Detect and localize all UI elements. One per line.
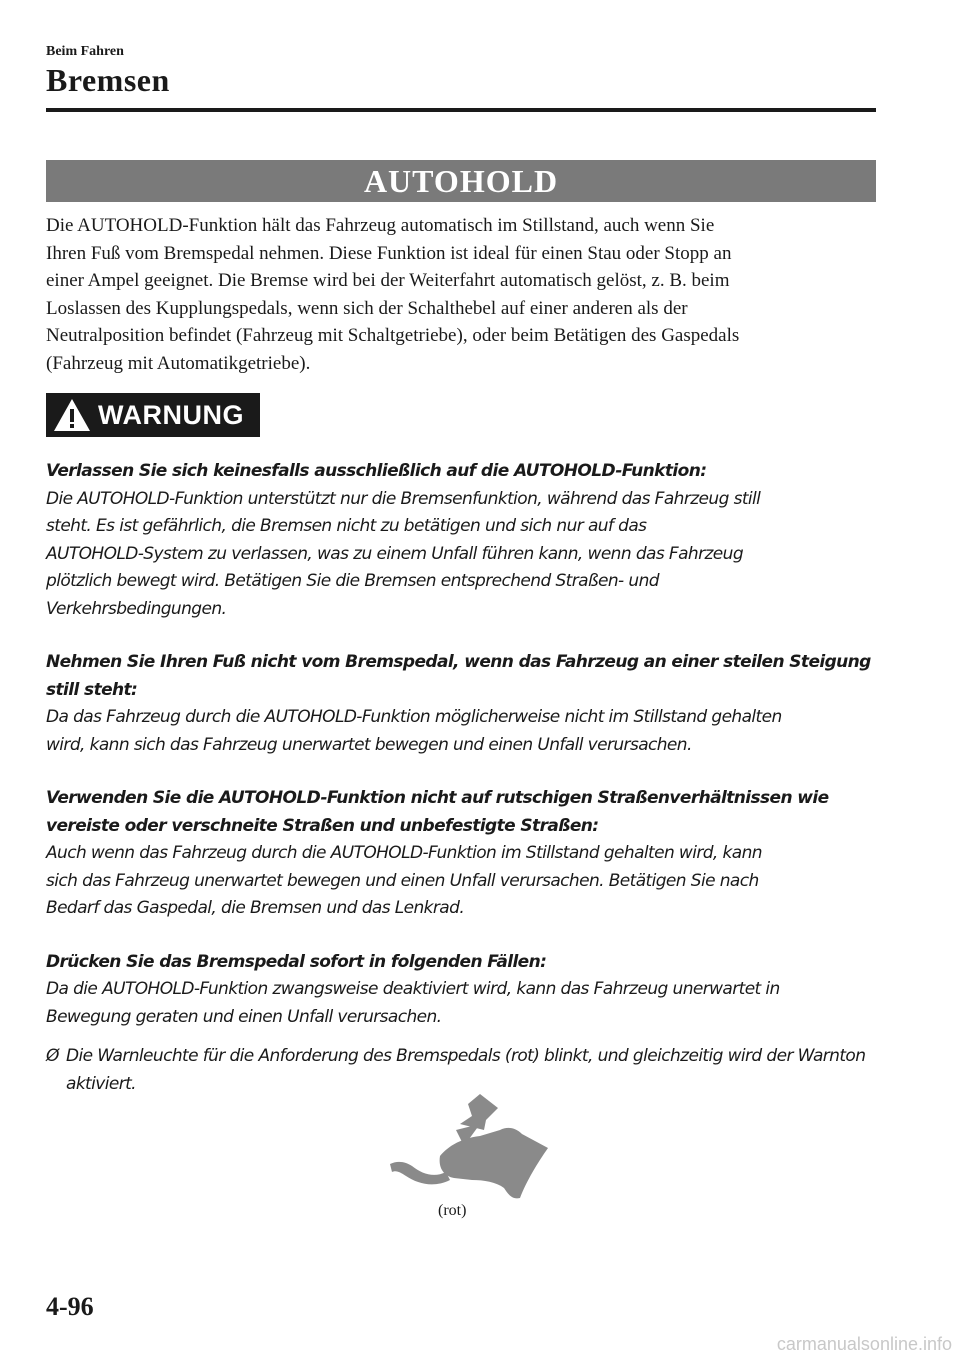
warning-body-line: Bewegung geraten und einen Unfall verursachen.	[46, 1006, 442, 1027]
intro-line: einer Ampel geeignet. Die Bremse wird bei der Weiterfahrt automatisch gelöst, z. B. beim	[46, 270, 730, 291]
intro-line: Die AUTOHOLD-Funktion hält das Fahrzeug automatisch im Stillstand, auch wenn Sie	[46, 215, 715, 236]
warning-body-line: steht. Es ist gefährlich, die Bremsen nicht zu betätigen und sich nur auf das	[46, 516, 647, 536]
warning-body-line: Verkehrsbedingungen.	[46, 598, 227, 619]
figure-caption: (rot)	[438, 1202, 467, 1219]
bullet-text: Die Warnleuchte für die Anforderung des Bremspedals (rot) blinkt, und gleichzeitig wird der Warnton aktiviert.	[66, 1046, 866, 1094]
section-label: Beim Fahren	[46, 44, 124, 59]
warning-body-line: Auch wenn das Fahrzeug durch die AUTOHOLD-Funktion im Stillstand gehalten wird, kann	[46, 843, 762, 863]
warning-body-line: Die AUTOHOLD-Funktion unterstützt nur die Bremsenfunktion, während das Fahrzeug still	[46, 488, 761, 509]
page-number: 4-96	[46, 1292, 94, 1321]
warning-body-line: sich das Fahrzeug unerwartet bewegen und einen Unfall verursachen. Betätigen Sie nach	[46, 870, 759, 891]
warning-heading: Drücken Sie das Bremspedal sofort in folgenden Fällen:	[46, 951, 547, 972]
intro-paragraph	[46, 212, 876, 377]
banner-title: AUTOHOLD	[363, 162, 559, 199]
brake-pedal-warning-icon	[388, 1090, 558, 1200]
warning-item	[46, 785, 876, 923]
watermark: carmanualsonline.info	[776, 1334, 952, 1354]
warning-heading: Verlassen Sie sich keinesfalls ausschließlich auf die AUTOHOLD-Funktion:	[46, 461, 707, 481]
title-divider	[46, 108, 876, 112]
warnings-list	[46, 458, 876, 1098]
intro-line: Neutralposition befindet (Fahrzeug mit Schaltgetriebe), oder beim Betätigen des Gaspedals	[46, 325, 740, 346]
warning-body-line: Da das Fahrzeug durch die AUTOHOLD-Funktion möglicherweise nicht im Stillstand gehalten	[46, 707, 782, 727]
chapter-title: Bremsen	[46, 62, 170, 98]
warning-body-line: Bedarf das Gaspedal, die Bremsen und das Lenkrad.	[46, 898, 465, 918]
warning-body-line: plötzlich bewegt wird. Betätigen Sie die Bremsen entsprechend Straßen- und	[46, 571, 659, 591]
warning-body-line: Da die AUTOHOLD-Funktion zwangsweise deaktiviert wird, kann das Fahrzeug unerwartet in	[46, 979, 780, 999]
warning-label-text: WARNUNG	[98, 399, 244, 430]
warning-body-line: wird, kann sich das Fahrzeug unerwartet bewegen und einen Unfall verursachen.	[46, 734, 692, 755]
bullet-arrow-icon: Ø	[46, 1046, 59, 1066]
warning-item	[46, 458, 876, 623]
warning-item	[46, 949, 876, 1032]
warning-heading: Nehmen Sie Ihren Fuß nicht vom Bremspedal, wenn das Fahrzeug an einer steilen Steigung still steht:	[46, 652, 871, 700]
warning-heading: Verwenden Sie die AUTOHOLD-Funktion nicht auf rutschigen Straßenverhältnissen wie vereiste oder verschneite Straßen und unbefestigte Straßen:	[46, 788, 829, 836]
autohold-banner	[46, 160, 876, 202]
warning-item	[46, 649, 876, 759]
intro-line: (Fahrzeug mit Automatikgetriebe).	[46, 352, 311, 374]
warning-body-line: AUTOHOLD-System zu verlassen, was zu einem Unfall führen kann, wenn das Fahrzeug	[46, 543, 744, 564]
warning-triangle-icon	[52, 397, 92, 433]
intro-line: Loslassen des Kupplungspedals, wenn sich der Schalthebel auf einer anderen als der	[46, 297, 688, 319]
warning-label	[46, 393, 260, 437]
intro-line: Ihren Fuß vom Bremspedal nehmen. Diese Funktion ist ideal für einen Stau oder Stopp an	[46, 242, 732, 264]
